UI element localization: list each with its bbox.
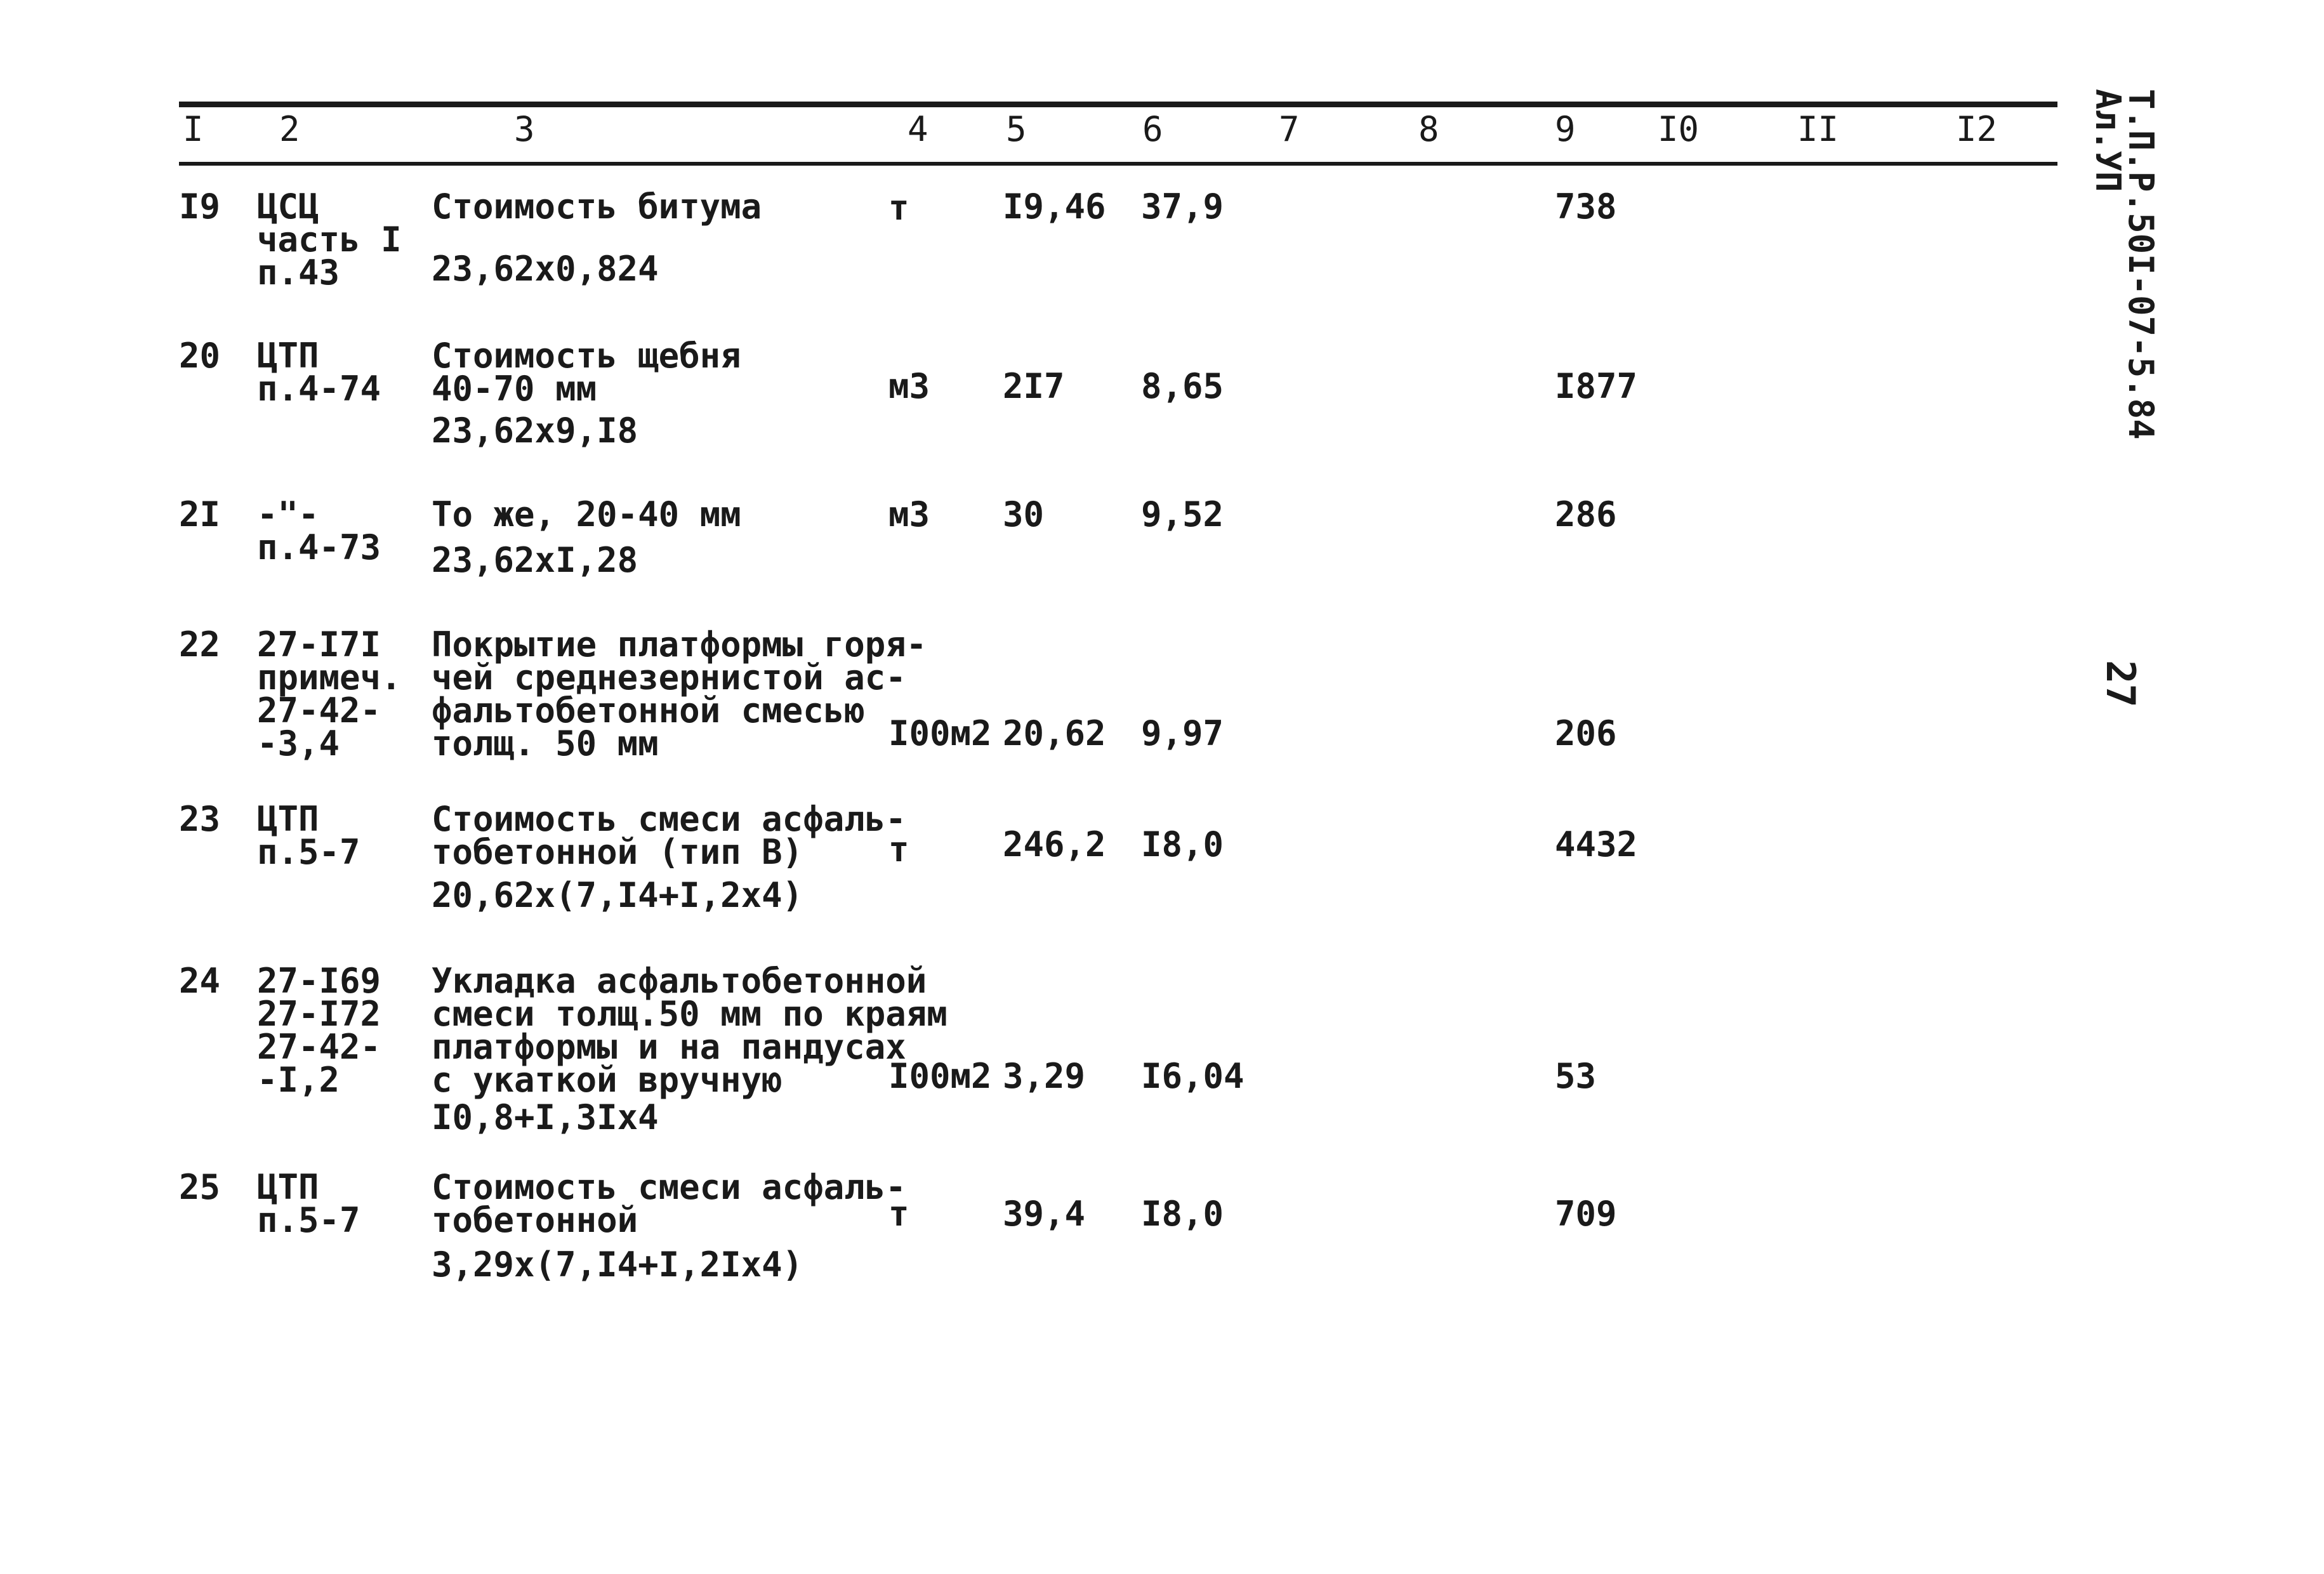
col-header-4: 4 — [908, 109, 928, 149]
row-ref: -"- п.4-73 — [257, 494, 381, 567]
row-price: 9,52 — [1141, 494, 1224, 534]
row-unit: т — [888, 1194, 909, 1234]
row-qty: 20,62 — [1003, 713, 1106, 753]
row-total: 206 — [1555, 713, 1617, 753]
page-number: 27 — [2097, 660, 2144, 708]
row-qty: 39,4 — [1003, 1194, 1086, 1234]
row-number: 2I — [179, 494, 221, 534]
row-desc: Покрытие платформы горя- чей среднезернистой ас- фальтобетонной смесью толщ. 50 мм — [432, 625, 927, 764]
row-unit: т — [888, 830, 909, 870]
col-header-12: I2 — [1956, 109, 1998, 149]
row-desc: Стоимость смеси асфаль- тобетонной (тип В) — [432, 799, 906, 872]
row-desc: Стоимость щебня 40-70 мм — [432, 336, 741, 409]
col-header-11: II — [1797, 109, 1839, 149]
row-qty: 3,29 — [1003, 1056, 1086, 1096]
row-total: 286 — [1555, 494, 1617, 534]
row-number: 22 — [179, 625, 221, 665]
row-desc: То же, 20-40 мм — [432, 494, 741, 534]
row-calc: 20,62х(7,I4+I,2х4) — [432, 875, 803, 915]
col-header-8: 8 — [1418, 109, 1439, 149]
row-unit: м3 — [888, 366, 930, 406]
row-number: 25 — [179, 1167, 221, 1207]
row-price: I6,04 — [1141, 1056, 1245, 1096]
row-qty: 2I7 — [1003, 366, 1065, 406]
row-number: 23 — [179, 799, 221, 839]
row-total: 53 — [1555, 1056, 1597, 1096]
col-header-10: I0 — [1658, 109, 1700, 149]
row-calc: 23,62х0,824 — [432, 249, 659, 289]
row-desc: Укладка асфальтобетонной смеси толщ.50 мм по краям платформы и на пандусах с укаткой вручную — [432, 961, 947, 1100]
row-ref: ЦТП п.5-7 — [257, 799, 360, 872]
row-total: 738 — [1555, 187, 1617, 227]
col-header-3: 3 — [514, 109, 535, 149]
col-header-6: 6 — [1142, 109, 1163, 149]
row-ref: 27-I69 27-I72 27-42- -I,2 — [257, 961, 381, 1100]
col-header-7: 7 — [1279, 109, 1300, 149]
row-number: 24 — [179, 961, 221, 1001]
row-calc: I0,8+I,3Iх4 — [432, 1097, 659, 1137]
row-unit: I00м2 — [888, 1056, 992, 1096]
col-header-9: 9 — [1555, 109, 1576, 149]
row-number: I9 — [179, 187, 221, 227]
row-ref: 27-I7I примеч. 27-42- -3,4 — [257, 625, 402, 764]
table-top-rule — [179, 102, 2057, 107]
row-unit: т — [888, 188, 909, 228]
row-unit: м3 — [888, 494, 930, 534]
row-number: 20 — [179, 336, 221, 376]
row-ref: ЦТП п.4-74 — [257, 336, 381, 409]
row-price: 8,65 — [1141, 366, 1224, 406]
col-header-2: 2 — [279, 109, 300, 149]
row-desc: Стоимость смеси асфаль- тобетонной — [432, 1167, 906, 1240]
row-total: 709 — [1555, 1194, 1617, 1234]
row-calc: 3,29х(7,I4+I,2Iх4) — [432, 1245, 803, 1285]
row-qty: I9,46 — [1003, 187, 1106, 227]
row-price: 9,97 — [1141, 713, 1224, 753]
table-header-rule — [179, 162, 2057, 166]
row-calc: 23,62х9,I8 — [432, 411, 638, 451]
row-qty: 246,2 — [1003, 824, 1106, 864]
row-price: I8,0 — [1141, 1194, 1224, 1234]
col-header-1: I — [183, 109, 204, 149]
row-unit: I00м2 — [888, 713, 992, 753]
col-header-5: 5 — [1006, 109, 1027, 149]
row-desc: Стоимость битума — [432, 187, 762, 227]
row-total: I877 — [1555, 366, 1638, 406]
row-calc: 23,62хI,28 — [432, 540, 638, 580]
row-qty: 30 — [1003, 494, 1045, 534]
row-ref: ЦСЦ часть I п.43 — [257, 187, 402, 293]
row-price: 37,9 — [1141, 187, 1224, 227]
document-code: Т.П.Р.50I-07-5.84 Ал.УП — [2088, 89, 2161, 440]
row-total: 4432 — [1555, 824, 1638, 864]
row-price: I8,0 — [1141, 824, 1224, 864]
row-ref: ЦТП п.5-7 — [257, 1167, 360, 1240]
